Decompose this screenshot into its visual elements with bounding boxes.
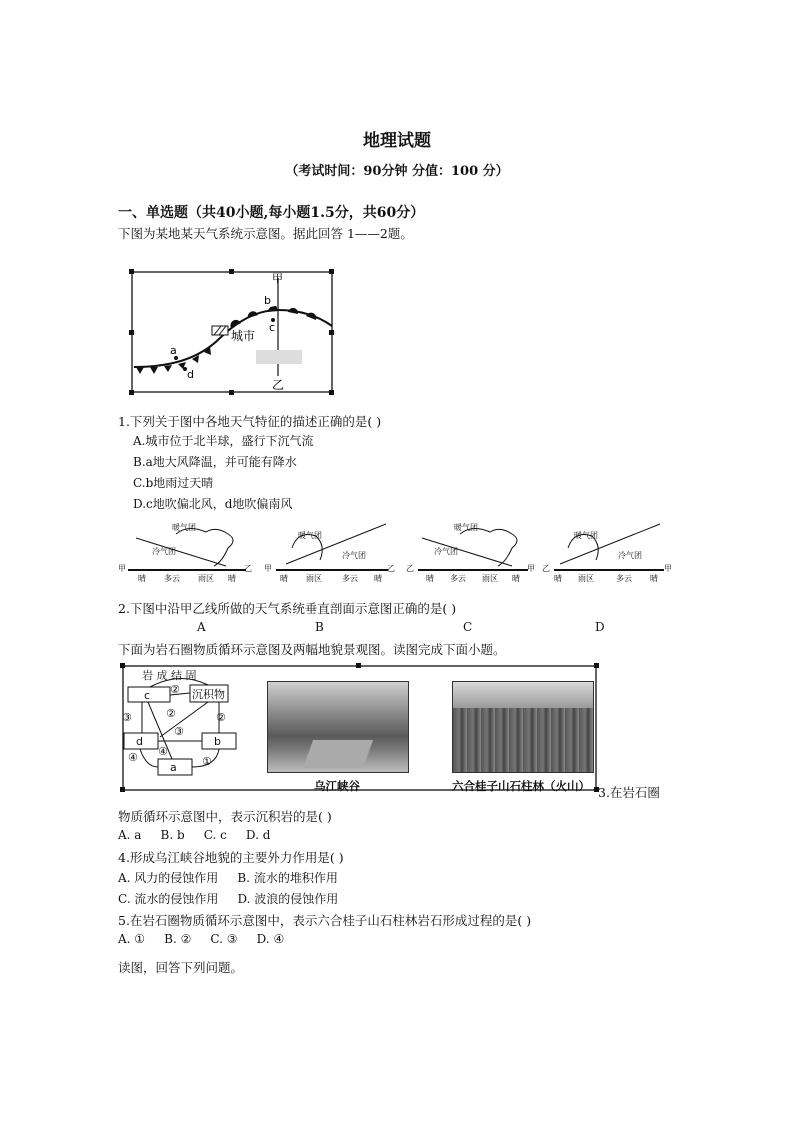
photo1-caption: 乌江峡谷 xyxy=(314,779,360,793)
q5-options: A. ① B. ② C. ③ D. ④ xyxy=(118,932,285,946)
arrow-num-4b: ④ xyxy=(158,745,168,758)
box-d: d xyxy=(136,735,143,748)
q2-stem: 2.下图中沿甲乙线所做的天气系统垂直剖面示意图正确的是( ) xyxy=(118,601,457,616)
b-yi: 乙 xyxy=(387,564,395,573)
label-a: a xyxy=(170,344,177,357)
arrow-num-2b: ② xyxy=(166,707,176,720)
label-d: d xyxy=(187,368,194,381)
label-city: 城市 xyxy=(231,329,256,343)
page-title: 地理试题 xyxy=(363,131,431,151)
intro-text-2: 下面为岩石圈物质循环示意图及两幅地貌景观图。读图完成下面小题。 xyxy=(118,642,506,657)
a-jia: 甲 xyxy=(118,564,126,573)
closing-text: 读图，回答下列问题。 xyxy=(118,960,244,975)
c-yuqu: 雨区 xyxy=(482,574,498,583)
label-c: c xyxy=(269,321,276,334)
weather-system-figure xyxy=(128,268,343,398)
b-cold: 冷气团 xyxy=(342,551,366,560)
q4-options-row2: C. 流水的侵蚀作用 D. 波浪的侵蚀作用 xyxy=(118,892,339,906)
d-cold: 冷气团 xyxy=(618,551,642,560)
b-jia: 甲 xyxy=(264,564,272,573)
q1-option-d: D.c地吹偏北风，d地吹偏南风 xyxy=(133,497,293,511)
b-qing1: 晴 xyxy=(280,574,288,583)
q4-options-row1: A. 风力的侵蚀作用 B. 流水的堆积作用 xyxy=(118,871,338,885)
q3-options: A. a B. b C. c D. d xyxy=(118,828,271,842)
wujiang-gorge-photo xyxy=(267,681,409,773)
d-yuqu: 雨区 xyxy=(578,574,594,583)
label-jia: 甲 xyxy=(272,272,283,285)
q3-stem: 物质循环示意图中，表示沉积岩的是( ) xyxy=(118,809,332,824)
d-duoyun: 多云 xyxy=(616,574,632,583)
cross-section-figure xyxy=(116,518,676,586)
intro-text: 下图为某地某天气系统示意图。据此回答 1——2题。 xyxy=(118,226,413,241)
arrow-num-2c: ② xyxy=(216,711,226,724)
d-yi: 乙 xyxy=(542,564,550,573)
label-yi: 乙 xyxy=(272,378,285,392)
photo2-caption: 六合桂子山石柱林（火山） xyxy=(452,779,590,793)
d-warm: 暖气团 xyxy=(574,531,598,540)
b-yuqu: 雨区 xyxy=(306,574,322,583)
a-duoyun: 多云 xyxy=(164,574,180,583)
label-b: b xyxy=(264,294,271,307)
q1-option-b: B.a地大风降温，并可能有降水 xyxy=(133,455,297,469)
q1-option-c: C.b地雨过天晴 xyxy=(133,476,214,490)
arrow-num-2a: ② xyxy=(170,683,180,696)
q1-stem: 1.下列关于图中各地天气特征的描述正确的是( ) xyxy=(118,414,382,429)
a-cold: 冷气团 xyxy=(152,547,176,556)
c-jia: 甲 xyxy=(527,564,535,573)
d-qing1: 晴 xyxy=(554,574,562,583)
q3-stem-start: 3.在岩石圈 xyxy=(598,785,660,800)
q2-label-c: C xyxy=(463,620,473,634)
d-jia: 甲 xyxy=(664,564,672,573)
a-warm: 暖气团 xyxy=(172,523,196,532)
a-qing1: 晴 xyxy=(138,574,146,583)
a-yi: 乙 xyxy=(244,564,252,573)
q2-label-a: A xyxy=(197,620,206,634)
stone-column-photo xyxy=(452,681,594,773)
exam-info: （考试时间：90分钟 分值：100 分） xyxy=(285,164,509,179)
c-warm: 暖气团 xyxy=(454,523,478,532)
a-yuqu: 雨区 xyxy=(198,574,214,583)
box-a: a xyxy=(170,761,177,774)
b-warm: 暖气团 xyxy=(298,531,322,540)
q4-stem: 4.形成乌江峡谷地貌的主要外力作用是( ) xyxy=(118,850,344,865)
section-heading: 一、单选题（共40小题,每小题1.5分，共60分） xyxy=(118,205,425,221)
d-qing2: 晴 xyxy=(650,574,658,583)
box-b: b xyxy=(214,735,221,748)
c-qing1: 晴 xyxy=(426,574,434,583)
box-c: c xyxy=(144,689,151,702)
c-yi: 乙 xyxy=(406,564,414,573)
arrow-num-4a: ④ xyxy=(128,751,138,764)
q5-stem: 5.在岩石圈物质循环示意图中，表示六合桂子山石柱林岩石形成过程的是( ) xyxy=(118,913,532,928)
box-sediment: 沉积物 xyxy=(192,688,225,701)
q2-label-b: B xyxy=(315,620,324,634)
a-qing2: 晴 xyxy=(228,574,236,583)
arrow-num-3b: ③ xyxy=(174,725,184,738)
c-qing2: 晴 xyxy=(512,574,520,583)
q1-option-a: A.城市位于北半球，盛行下沉气流 xyxy=(133,434,314,448)
c-duoyun: 多云 xyxy=(450,574,466,583)
b-qing2: 晴 xyxy=(374,574,382,583)
c-cold: 冷气团 xyxy=(434,547,458,556)
arrow-num-3a: ③ xyxy=(122,711,132,724)
q2-label-d: D xyxy=(595,620,605,634)
arrow-num-1: ① xyxy=(202,755,212,768)
cycle-top-label: 岩 成 结 固 xyxy=(142,669,197,682)
b-duoyun: 多云 xyxy=(342,574,358,583)
